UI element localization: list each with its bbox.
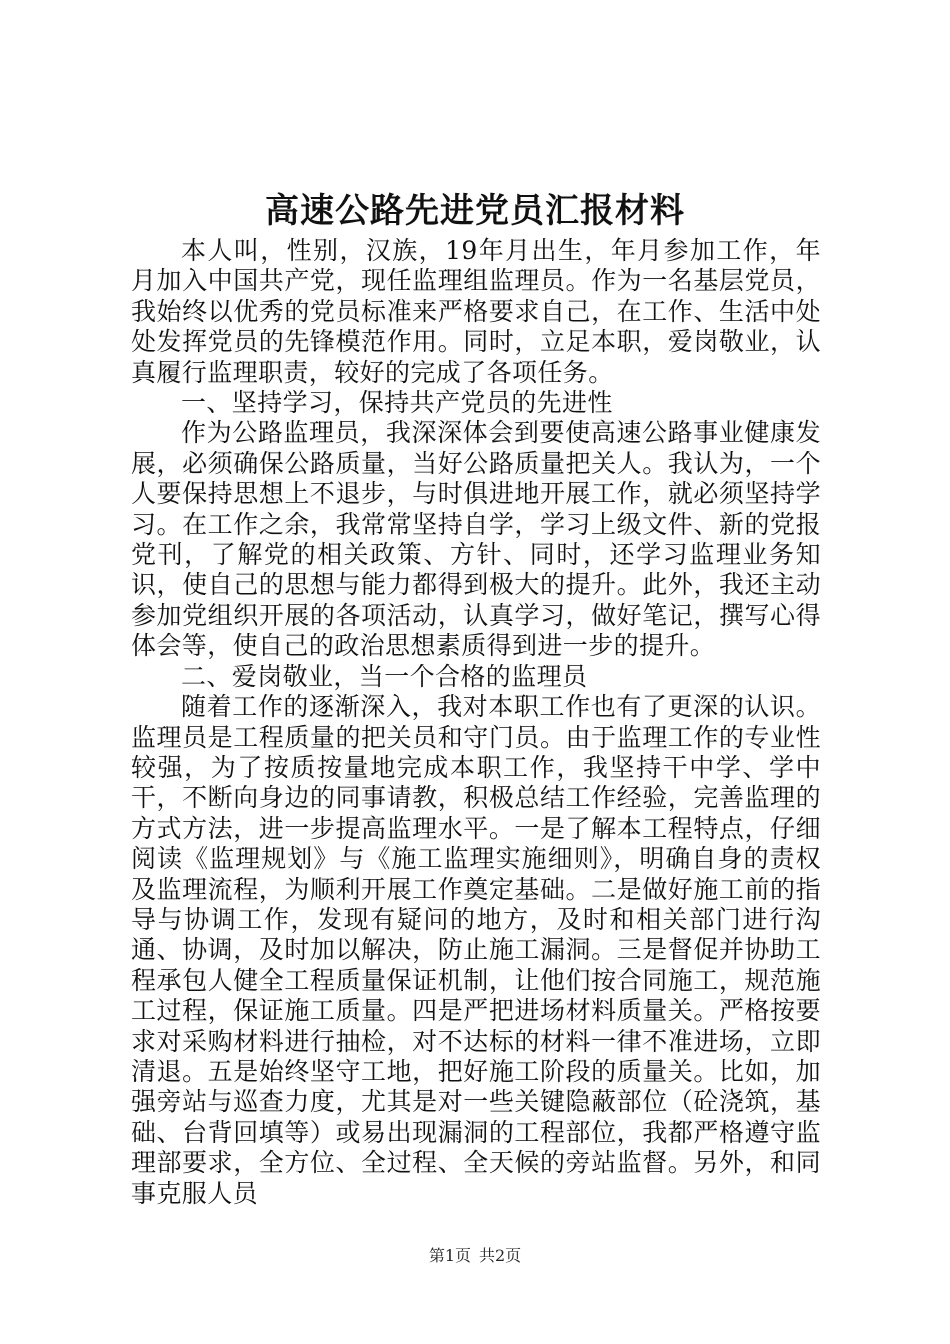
page-footer	[0, 1245, 950, 1267]
page-count: 共2页	[479, 1246, 522, 1265]
paragraph-study: 作为公路监理员，我深深体会到要使高速公路事业健康发展，必须确保公路质量，当好公路质量把关人。我认为，一个人要保持思想上不退步，与时俱进地开展工作，就必须坚持学习。在工作之余，我常常坚持自学，学习上级文件、新的党报党刊，了解党的相关政策、方针、同时，还学习监理业务知识，使自己的思想与能力都得到极大的提升。此外，我还主动参加党组织开展的各项活动，认真学习，做好笔记，撰写心得体会等，使自己的政治思想素质得到进一步的提升。	[131, 418, 821, 661]
section-heading-2: 二、爱岗敬业，当一个合格的监理员	[181, 661, 588, 691]
document-body	[131, 236, 821, 1209]
paragraph-dedication: 随着工作的逐渐深入，我对本职工作也有了更深的认识。监理员是工程质量的把关员和守门员。由于监理工作的专业性较强，为了按质按量地完成本职工作，我坚持干中学、学中干，不断向身边的同事请教，积极总结工作经验，完善监理的方式方法，进一步提高监理水平。一是了解本工程特点，仔细阅读《监理规划》与《施工监理实施细则》，明确自身的责权及监理流程，为顺利开展工作奠定基础。二是做好施工前的指导与协调工作，发现有疑问的地方，及时和相关部门进行沟通、协调，及时加以解决，防止施工漏洞。三是督促并协助工程承包人健全工程质量保证机制，让他们按合同施工，规范施工过程，保证施工质量。四是严把进场材料质量关。严格按要求对采购材料进行抽检，对不达标的材料一律不准进场，立即清退。五是始终坚守工地，把好施工阶段的质量关。比如，加强旁站与巡查力度，尤其是对一些关键隐蔽部位（砼浇筑，基础、台背回填等）或易出现漏洞的工程部位，我都严格遵守监理部要求，全方位、全过程、全天候的旁站监督。另外，和同事克服人员	[131, 692, 821, 1208]
document-title: 高速公路先进党员汇报材料	[265, 191, 685, 231]
section-heading-1: 一、坚持学习，保持共产党员的先进性	[181, 388, 613, 418]
page-number: 第1页	[428, 1246, 471, 1265]
paragraph-intro: 本人叫，性别，汉族，19年月出生，年月参加工作，年月加入中国共产党，现任监理组监理员。作为一名基层党员，我始终以优秀的党员标准来严格要求自己，在工作、生活中处处发挥党员的先锋模范作用。同时，立足本职，爱岗敬业，认真履行监理职责，较好的完成了各项任务。	[131, 236, 821, 387]
